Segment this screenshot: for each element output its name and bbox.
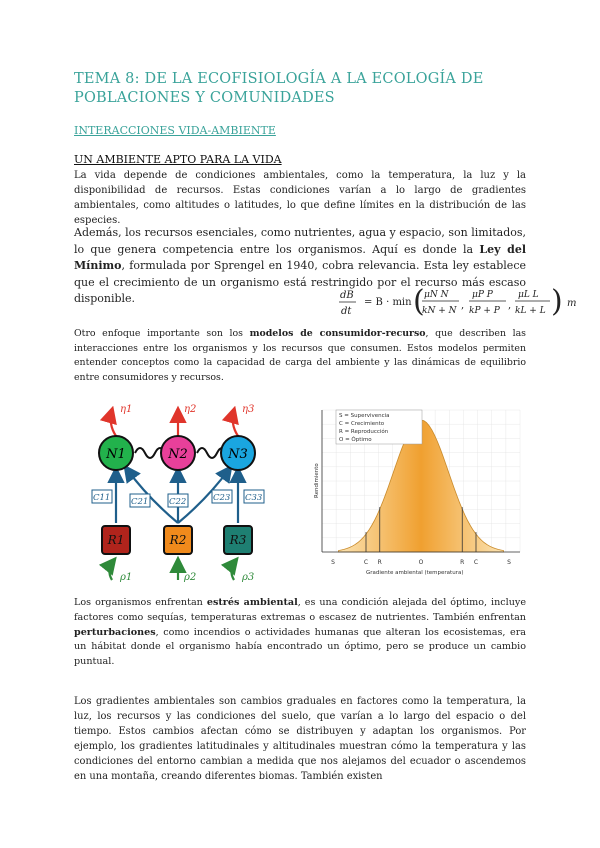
bold-term: Ley del Mínimo xyxy=(74,242,527,272)
outflow-label: η3 xyxy=(242,404,255,415)
formula-rhs: = B · min xyxy=(364,297,412,308)
formula-bracket-right: ) xyxy=(551,284,563,319)
formula-trail: m xyxy=(567,298,577,309)
inflow-label: ρ3 xyxy=(242,572,255,583)
subheading: INTERACCIONES VIDA-AMBIENTE xyxy=(74,124,276,137)
formula-comma: , xyxy=(461,300,465,311)
legend-item: C = Crecimiento xyxy=(339,421,385,427)
formula-term-den: kP + P xyxy=(469,306,500,316)
consumer-label: N3 xyxy=(228,447,248,462)
legend-item: R = Reproducción xyxy=(339,429,389,435)
coef-label: C23 xyxy=(213,493,231,503)
resource-label: R2 xyxy=(169,533,187,547)
inflow-arrow xyxy=(109,560,114,580)
consumer-resource-diagram xyxy=(78,398,288,590)
legend-item: O = Óptimo xyxy=(339,437,372,443)
formula-term-den: kL + L xyxy=(515,306,546,316)
y-axis-label: Rendimiento xyxy=(314,463,320,498)
paragraph-3 xyxy=(74,327,526,385)
outflow-label: η1 xyxy=(120,404,133,415)
paragraph-5: Los gradientes ambientales son cambios graduales en factores como la temperatura, la luz, los recursos y las condiciones del suelo, que varían a lo largo del espacio o del tiempo. Estos cambios afectan cómo se distribuyen y adaptan los organismos. Por ejemplo, los gradientes latitudinales y altitudinales muestran cómo la temperatura y las condiciones del entorno cambian a medida que nos alejamos del ecuador o ascendemos en una montaña, creando diferentes biomas. También existen xyxy=(74,696,526,782)
tolerance-curve-chart xyxy=(308,402,524,582)
inflow-label: ρ1 xyxy=(120,572,133,583)
formula-term-num: μN N xyxy=(424,290,449,300)
liebig-formula xyxy=(338,284,578,322)
formula-lhs-den: dt xyxy=(341,306,352,317)
x-tick-label: R xyxy=(460,559,465,566)
paragraph-4 xyxy=(74,596,526,670)
outflow-arrow xyxy=(233,410,238,436)
outflow-label: η2 xyxy=(184,404,197,415)
formula-comma: , xyxy=(508,300,512,311)
coef-label: C22 xyxy=(169,497,187,507)
coef-label: C11 xyxy=(93,493,111,503)
x-tick-label: R xyxy=(377,559,382,566)
consumer-label: N1 xyxy=(106,447,126,462)
bold-term: perturbaciones xyxy=(74,626,156,638)
resource-label: R1 xyxy=(107,533,125,547)
formula-term-den: kN + N xyxy=(422,306,457,316)
coef-label: C33 xyxy=(245,493,263,503)
text-span: , como incendios o actividades humanas que alteran los ecosistemas, era un hábitat donde el organismo había encontrado un óptimo, pero se produce un cambio puntual. xyxy=(74,626,526,668)
formula-term-num: μP P xyxy=(472,290,493,300)
page-title: TEMA 8: DE LA ECOFISIOLOGÍA A LA ECOLOGÍA DE POBLACIONES Y COMUNIDADES xyxy=(74,71,484,106)
text-span: , formulada por Sprengel en 1940, cobra relevancia. Esta ley establece que el crecimiento de un organismo está restringido por el recurso más escaso disponible. xyxy=(74,259,526,305)
x-tick-label: S xyxy=(507,559,511,566)
paragraph-1: La vida depende de condiciones ambientales, como la temperatura, la luz y la disponibilidad de recursos. Estas condiciones varían a lo largo de gradientes ambientales, como altitudes o latitudes, lo que define límites en la distribución de las especies. xyxy=(74,170,526,226)
text-span: Otro enfoque importante son los xyxy=(74,328,250,339)
inflow-label: ρ2 xyxy=(184,572,197,583)
formula-bracket-left: ( xyxy=(413,284,425,319)
outflow-arrow xyxy=(111,410,116,436)
inflow-arrow xyxy=(231,560,236,580)
text-span: , que describen las interacciones entre los organismos y los recursos que consumen. Estos modelos permiten entender conceptos como la capacidad de carga del ambiente y las dinámicas de equilibrio entre consumidores y recursos. xyxy=(74,328,526,383)
resource-label: R3 xyxy=(229,533,247,547)
formula-lhs-num: dB xyxy=(340,290,354,301)
legend-item: S = Supervivencia xyxy=(339,413,390,419)
coef-label: C21 xyxy=(131,497,149,507)
bold-term: estrés ambiental xyxy=(206,597,298,608)
x-axis-label: Gradiente ambiental (temperatura) xyxy=(366,570,464,576)
section-heading: UN AMBIENTE APTO PARA LA VIDA xyxy=(74,153,282,166)
bold-term: modelos de consumidor-recurso xyxy=(249,328,426,339)
consumer-label: N2 xyxy=(168,447,188,462)
formula-term-num: μL L xyxy=(518,290,539,300)
x-tick-label: C xyxy=(473,559,479,566)
text-span: , es una condición alejada del óptimo, incluye factores como sequías, temperaturas extremas o escasez de nutrientes. También enfrentan xyxy=(74,597,526,623)
text-span: Los organismos enfrentan xyxy=(74,597,207,608)
x-tick-label: O xyxy=(418,559,424,566)
x-tick-label: C xyxy=(363,559,369,566)
x-tick-label: S xyxy=(331,559,335,566)
text-span: Además, los recursos esenciales, como nutrientes, agua y espacio, son limitados, lo que genera competencia entre los organismos. Aquí es donde la xyxy=(74,226,526,256)
